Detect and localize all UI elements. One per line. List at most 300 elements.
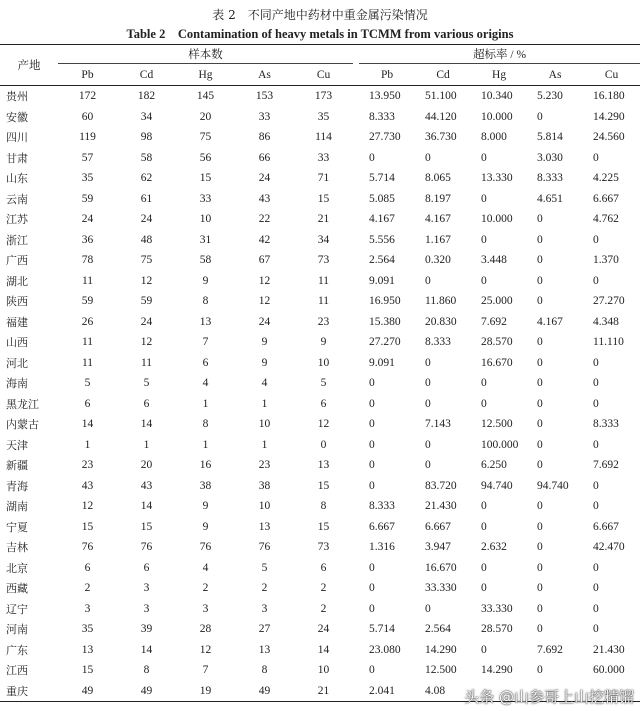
exceed-rate-cell: 5.556 bbox=[369, 233, 395, 246]
exceed-rate-cell: 16.950 bbox=[369, 295, 401, 308]
sample-count-cell: 6 bbox=[320, 561, 327, 574]
exceed-rate-cell: 0 bbox=[425, 274, 431, 287]
sample-count-cell: 7 bbox=[202, 336, 209, 349]
table-title-chinese: 表 2 不同产地中药材中重金属污染情况 bbox=[212, 8, 428, 22]
origin-cell: 黑龙江 bbox=[6, 397, 39, 411]
exceed-rate-cell: 0 bbox=[537, 213, 543, 226]
table-row bbox=[0, 189, 640, 210]
exceed-rate-cell: 0 bbox=[537, 623, 543, 636]
exceed-rate-cell: 20.830 bbox=[425, 315, 457, 328]
exceed-rate-cell: 0 bbox=[593, 233, 599, 246]
sample-count-cell: 145 bbox=[196, 90, 215, 103]
sample-count-cell: 58 bbox=[140, 151, 153, 164]
exceed-rate-cell: 0 bbox=[593, 274, 599, 287]
sample-count-cell: 49 bbox=[58, 681, 117, 702]
sample-count-cell: 75 bbox=[140, 254, 153, 267]
exceed-rate-cell: 0 bbox=[481, 500, 487, 513]
sample-count-cell: 10 bbox=[317, 664, 330, 677]
exceed-rate-cell: 0 bbox=[593, 500, 599, 513]
sample-count-cell: 34 bbox=[317, 233, 330, 246]
table-row bbox=[0, 414, 640, 435]
exceed-rate-cell: 0 bbox=[593, 623, 599, 636]
exceed-rate-cell: 0 bbox=[537, 602, 543, 615]
sample-count-cell: 5 bbox=[143, 377, 150, 390]
exceed-rate-cell: 10.000 bbox=[481, 213, 513, 226]
sample-count-cell: 14 bbox=[140, 418, 153, 431]
sample-count-cell: 16 bbox=[199, 459, 212, 472]
exceed-rate-cell: 0 bbox=[537, 356, 543, 369]
origin-cell: 天津 bbox=[6, 438, 28, 452]
sample-count-cell: 78 bbox=[81, 254, 94, 267]
exceed-rate-cell: 4.762 bbox=[593, 213, 619, 226]
exceed-rate-cell: 28.570 bbox=[481, 623, 513, 636]
sample-count-cell: 23 bbox=[81, 459, 94, 472]
exceed-rate-cell: 0 bbox=[425, 377, 431, 390]
exceed-rate-cell: 51.100 bbox=[425, 90, 457, 103]
sample-count-cell: 15 bbox=[199, 172, 212, 185]
exceed-rate-cell: 0 bbox=[369, 397, 375, 410]
sample-count-cell: 66 bbox=[258, 151, 271, 164]
exceed-rate-cell: 4.08 bbox=[415, 681, 471, 702]
sample-count-cell: 15 bbox=[317, 192, 330, 205]
exceed-rate-cell: 6.667 bbox=[593, 192, 619, 205]
exceed-rate-cell: 5.714 bbox=[369, 172, 395, 185]
exceed-rate-cell: 8.333 bbox=[537, 172, 563, 185]
table-row bbox=[0, 353, 640, 374]
exceed-rate-cell: 7.692 bbox=[537, 643, 563, 656]
sample-count-cell: 0 bbox=[320, 438, 327, 451]
exceed-rate-cell: 16.670 bbox=[481, 356, 513, 369]
exceed-rate-cell: 0 bbox=[425, 151, 431, 164]
exceed-rate-cell: 0 bbox=[537, 254, 543, 267]
sample-count-cell: 48 bbox=[140, 233, 153, 246]
sample-count-cell: 3 bbox=[143, 582, 150, 595]
exceed-rate-cell: 8.065 bbox=[425, 172, 451, 185]
exceed-rate-cell: 3.947 bbox=[425, 541, 451, 554]
origin-cell: 甘肃 bbox=[6, 151, 28, 165]
exceed-rate-cell: 0 bbox=[593, 479, 599, 492]
table-row bbox=[0, 394, 640, 415]
sample-count-cell: 35 bbox=[317, 110, 330, 123]
exceed-rate-cell: 14.290 bbox=[425, 643, 457, 656]
sample-count-cell: 86 bbox=[258, 131, 271, 144]
sample-count-cell: 75 bbox=[199, 131, 212, 144]
sample-count-cell: 11 bbox=[81, 356, 94, 369]
sample-count-cell: 38 bbox=[258, 479, 271, 492]
exceed-rate-cell: 0 bbox=[537, 520, 543, 533]
exceed-rate-cell: 0 bbox=[481, 192, 487, 205]
exceed-rate-cell: 8.333 bbox=[593, 418, 619, 431]
sample-count-cell: 67 bbox=[258, 254, 271, 267]
sample-count-cell: 24 bbox=[140, 213, 153, 226]
exceed-rate-cell: 0 bbox=[481, 520, 487, 533]
origin-cell: 吉林 bbox=[6, 541, 28, 555]
sample-metal-header: Hg bbox=[176, 64, 235, 86]
origin-cell: 贵州 bbox=[6, 90, 28, 104]
sample-count-cell: 8 bbox=[202, 295, 209, 308]
origin-cell: 内蒙古 bbox=[6, 418, 39, 432]
origin-cell: 青海 bbox=[6, 479, 28, 493]
origin-cell: 海南 bbox=[6, 377, 28, 391]
exceed-rate-cell: 36.730 bbox=[425, 131, 457, 144]
exceed-rate-cell: 0 bbox=[537, 500, 543, 513]
exceed-rate-cell: 0 bbox=[537, 336, 543, 349]
exceed-rate-cell: 1.316 bbox=[369, 541, 395, 554]
sample-count-cell: 15 bbox=[81, 520, 94, 533]
sample-count-cell: 10 bbox=[199, 213, 212, 226]
sample-count-cell: 98 bbox=[140, 131, 153, 144]
exceed-rate-cell: 8.197 bbox=[425, 192, 451, 205]
sample-count-cell: 76 bbox=[140, 541, 153, 554]
sample-count-cell: 43 bbox=[140, 479, 153, 492]
exceed-rate-cell: 14.290 bbox=[593, 110, 625, 123]
origin-cell: 福建 bbox=[6, 315, 28, 329]
exceed-rate-cell: 8.333 bbox=[369, 110, 395, 123]
table-row bbox=[0, 127, 640, 148]
table-row bbox=[0, 619, 640, 640]
sample-count-cell: 15 bbox=[81, 664, 94, 677]
origin-cell: 陕西 bbox=[6, 295, 28, 309]
sample-count-header: 样本数 bbox=[58, 45, 353, 64]
exceed-rate-cell: 0 bbox=[369, 377, 375, 390]
exceed-rate-cell: 0 bbox=[369, 438, 375, 451]
sample-count-cell: 33 bbox=[317, 151, 330, 164]
exceed-rate-cell: 0 bbox=[537, 295, 543, 308]
sample-count-cell: 21 bbox=[294, 681, 353, 702]
sample-count-cell: 42 bbox=[258, 233, 271, 246]
sample-count-cell: 12 bbox=[199, 643, 212, 656]
exceed-rate-cell: 2.564 bbox=[369, 254, 395, 267]
exceed-rate-cell: 0 bbox=[593, 356, 599, 369]
exceed-rate-cell: 0 bbox=[537, 418, 543, 431]
heavy-metal-table bbox=[0, 44, 640, 702]
exceed-rate-cell: 100.000 bbox=[481, 438, 519, 451]
sample-count-cell: 12 bbox=[140, 336, 153, 349]
sample-count-cell: 11 bbox=[81, 274, 94, 287]
sample-count-cell: 43 bbox=[81, 479, 94, 492]
sample-count-cell: 20 bbox=[140, 459, 153, 472]
sample-count-cell: 59 bbox=[140, 295, 153, 308]
exceed-rate-cell: 21.430 bbox=[593, 643, 625, 656]
origin-cell: 宁夏 bbox=[6, 520, 28, 534]
sample-count-cell: 2 bbox=[261, 582, 268, 595]
sample-count-cell: 49 bbox=[117, 681, 176, 702]
sample-count-cell: 34 bbox=[140, 110, 153, 123]
sample-count-cell: 24 bbox=[140, 315, 153, 328]
exceed-rate-cell: 0 bbox=[369, 479, 375, 492]
exceed-rate-cell: 0 bbox=[481, 397, 487, 410]
exceed-rate-cell: 16.670 bbox=[425, 561, 457, 574]
origin-cell: 浙江 bbox=[6, 233, 28, 247]
sample-count-cell: 5 bbox=[320, 377, 327, 390]
exceed-rate-cell: 6.667 bbox=[369, 520, 395, 533]
table-row bbox=[0, 660, 640, 681]
origin-cell: 广东 bbox=[6, 643, 28, 657]
sample-count-cell: 153 bbox=[255, 90, 274, 103]
sample-count-cell: 5 bbox=[84, 377, 91, 390]
sample-count-cell: 14 bbox=[140, 643, 153, 656]
origin-cell: 山东 bbox=[6, 172, 28, 186]
exceed-rate-cell: 24.560 bbox=[593, 131, 625, 144]
exceed-rate-cell: 0 bbox=[481, 377, 487, 390]
exceed-rate-cell: 0 bbox=[593, 602, 599, 615]
exceed-rate-cell: 94.740 bbox=[481, 479, 513, 492]
sample-count-cell: 24 bbox=[258, 172, 271, 185]
exceed-rate-cell: 7.143 bbox=[425, 418, 451, 431]
table-row bbox=[0, 435, 640, 456]
exceed-rate-cell: 10.000 bbox=[481, 110, 513, 123]
sample-metal-header: Cd bbox=[117, 64, 176, 86]
exceed-rate-cell: 0 bbox=[537, 664, 543, 677]
exceed-rate-cell: 11.860 bbox=[425, 295, 457, 308]
sample-count-cell: 1 bbox=[202, 397, 209, 410]
exceed-rate-cell: 8.333 bbox=[369, 500, 395, 513]
watermark-text: 头条 @山参哥上山挖精馏 bbox=[464, 688, 634, 706]
sample-count-cell: 173 bbox=[314, 90, 333, 103]
table-row bbox=[0, 476, 640, 497]
exceed-rate-cell: 0 bbox=[537, 233, 543, 246]
sample-count-cell: 15 bbox=[317, 520, 330, 533]
sample-count-cell: 10 bbox=[258, 500, 271, 513]
sample-count-cell: 27 bbox=[258, 623, 271, 636]
sample-count-cell: 36 bbox=[81, 233, 94, 246]
origin-cell: 广西 bbox=[6, 254, 28, 268]
exceed-rate-cell: 5.230 bbox=[537, 90, 563, 103]
rate-metal-header: Cd bbox=[415, 64, 471, 86]
exceed-rate-cell: 1.167 bbox=[425, 233, 451, 246]
exceed-rate-cell: 0 bbox=[481, 151, 487, 164]
table-row bbox=[0, 148, 640, 169]
sample-count-cell: 58 bbox=[199, 254, 212, 267]
exceed-rate-cell: 0 bbox=[369, 664, 375, 677]
sample-count-cell: 7 bbox=[202, 664, 209, 677]
sample-count-cell: 11 bbox=[140, 356, 153, 369]
sample-count-cell: 9 bbox=[202, 500, 209, 513]
sample-count-cell: 6 bbox=[84, 397, 91, 410]
exceed-rate-header: 超标率 / % bbox=[359, 45, 640, 64]
sample-count-cell: 4 bbox=[202, 377, 209, 390]
sample-count-cell: 12 bbox=[81, 500, 94, 513]
table-row bbox=[0, 312, 640, 333]
sample-count-cell: 12 bbox=[317, 418, 330, 431]
sample-count-cell: 22 bbox=[258, 213, 271, 226]
sample-count-cell: 35 bbox=[81, 172, 94, 185]
exceed-rate-cell: 27.270 bbox=[593, 295, 625, 308]
sample-count-cell: 60 bbox=[81, 110, 94, 123]
table-row bbox=[0, 250, 640, 271]
exceed-rate-cell: 12.500 bbox=[481, 418, 513, 431]
exceed-rate-cell: 0 bbox=[425, 438, 431, 451]
exceed-rate-cell: 0 bbox=[481, 643, 487, 656]
sample-count-cell: 56 bbox=[199, 151, 212, 164]
sample-count-cell: 9 bbox=[261, 356, 268, 369]
table-row bbox=[0, 209, 640, 230]
exceed-rate-cell: 4.167 bbox=[537, 315, 563, 328]
exceed-rate-cell: 12.500 bbox=[425, 664, 457, 677]
exceed-rate-cell: 4.167 bbox=[425, 213, 451, 226]
sample-count-cell: 4 bbox=[202, 561, 209, 574]
origin-cell: 湖北 bbox=[6, 274, 28, 288]
sample-count-cell: 62 bbox=[140, 172, 153, 185]
sample-count-cell: 12 bbox=[258, 295, 271, 308]
exceed-rate-cell: 94.740 bbox=[537, 479, 569, 492]
exceed-rate-cell: 0 bbox=[425, 356, 431, 369]
sample-count-cell: 28 bbox=[199, 623, 212, 636]
sample-count-cell: 73 bbox=[317, 541, 330, 554]
exceed-rate-cell: 25.000 bbox=[481, 295, 513, 308]
table-row bbox=[0, 599, 640, 620]
sample-count-cell: 6 bbox=[143, 561, 150, 574]
exceed-rate-cell: 0 bbox=[481, 274, 487, 287]
sample-count-cell: 76 bbox=[81, 541, 94, 554]
exceed-rate-cell: 8.000 bbox=[481, 131, 507, 144]
origin-cell: 山西 bbox=[6, 336, 28, 350]
exceed-rate-cell: 0 bbox=[537, 541, 543, 554]
exceed-rate-cell: 2.632 bbox=[481, 541, 507, 554]
exceed-rate-cell: 0 bbox=[537, 561, 543, 574]
exceed-rate-cell: 0 bbox=[537, 397, 543, 410]
exceed-rate-cell: 0 bbox=[537, 377, 543, 390]
sample-count-cell: 1 bbox=[261, 438, 268, 451]
sample-count-cell: 1 bbox=[84, 438, 91, 451]
sample-count-cell: 6 bbox=[84, 561, 91, 574]
origin-cell: 辽宁 bbox=[6, 602, 28, 616]
exceed-rate-cell: 0 bbox=[537, 274, 543, 287]
table-row bbox=[0, 537, 640, 558]
table-row bbox=[0, 558, 640, 579]
sample-count-cell: 14 bbox=[81, 418, 94, 431]
origin-cell: 云南 bbox=[6, 192, 28, 206]
sample-count-cell: 11 bbox=[317, 295, 330, 308]
sample-count-cell: 8 bbox=[320, 500, 327, 513]
origin-cell: 江西 bbox=[6, 664, 28, 678]
sample-count-cell: 14 bbox=[140, 500, 153, 513]
sample-count-cell: 57 bbox=[81, 151, 94, 164]
sample-count-cell: 6 bbox=[320, 397, 327, 410]
sample-count-cell: 49 bbox=[235, 681, 294, 702]
exceed-rate-cell: 8.333 bbox=[425, 336, 451, 349]
exceed-rate-cell: 0 bbox=[369, 418, 375, 431]
origin-header: 产地 bbox=[0, 45, 58, 86]
exceed-rate-cell: 0 bbox=[369, 582, 375, 595]
exceed-rate-cell: 0 bbox=[425, 459, 431, 472]
sample-count-cell: 11 bbox=[81, 336, 94, 349]
exceed-rate-cell: 0 bbox=[425, 602, 431, 615]
exceed-rate-cell: 33.330 bbox=[425, 582, 457, 595]
rate-metal-header: Pb bbox=[359, 64, 415, 86]
exceed-rate-cell: 0 bbox=[593, 561, 599, 574]
sample-count-cell: 33 bbox=[258, 110, 271, 123]
exceed-rate-cell: 0 bbox=[537, 110, 543, 123]
exceed-rate-cell: 0 bbox=[481, 561, 487, 574]
rate-metal-header: As bbox=[527, 64, 583, 86]
sample-count-cell: 2 bbox=[84, 582, 91, 595]
sample-count-cell: 76 bbox=[199, 541, 212, 554]
sample-count-cell: 2 bbox=[202, 582, 209, 595]
exceed-rate-cell: 0 bbox=[369, 561, 375, 574]
sample-count-cell: 12 bbox=[258, 274, 271, 287]
sample-count-cell: 73 bbox=[317, 254, 330, 267]
exceed-rate-cell: 5.085 bbox=[369, 192, 395, 205]
sample-count-cell: 33 bbox=[199, 192, 212, 205]
exceed-rate-cell: 0 bbox=[593, 397, 599, 410]
exceed-rate-cell: 0 bbox=[537, 438, 543, 451]
exceed-rate-cell: 0 bbox=[425, 397, 431, 410]
exceed-rate-cell: 0 bbox=[369, 459, 375, 472]
sample-count-cell: 9 bbox=[320, 336, 327, 349]
sample-count-cell: 19 bbox=[176, 681, 235, 702]
exceed-rate-cell: 42.470 bbox=[593, 541, 625, 554]
sample-count-cell: 13 bbox=[81, 643, 94, 656]
exceed-rate-cell: 6.667 bbox=[425, 520, 451, 533]
table-row bbox=[0, 86, 640, 107]
exceed-rate-cell: 4.651 bbox=[537, 192, 563, 205]
exceed-rate-cell: 4.348 bbox=[593, 315, 619, 328]
exceed-rate-cell: 0 bbox=[481, 582, 487, 595]
table-row bbox=[0, 168, 640, 189]
exceed-rate-cell: 27.730 bbox=[369, 131, 401, 144]
exceed-rate-cell: 27.270 bbox=[369, 336, 401, 349]
sample-count-cell: 4 bbox=[261, 377, 268, 390]
exceed-rate-cell: 21.430 bbox=[425, 500, 457, 513]
exceed-rate-cell: 0 bbox=[593, 151, 599, 164]
sample-count-cell: 9 bbox=[202, 520, 209, 533]
sample-count-cell: 3 bbox=[261, 602, 268, 615]
sample-count-cell: 26 bbox=[81, 315, 94, 328]
rate-metal-header: Hg bbox=[471, 64, 527, 86]
exceed-rate-cell: 0.320 bbox=[425, 254, 451, 267]
exceed-rate-cell: 0 bbox=[481, 233, 487, 246]
sample-count-cell: 13 bbox=[317, 459, 330, 472]
sample-count-cell: 31 bbox=[199, 233, 212, 246]
sample-count-cell: 13 bbox=[258, 643, 271, 656]
sample-count-cell: 35 bbox=[81, 623, 94, 636]
exceed-rate-cell: 9.091 bbox=[369, 274, 395, 287]
origin-cell: 河南 bbox=[6, 623, 28, 637]
sample-count-cell: 8 bbox=[261, 664, 268, 677]
origin-cell: 湖南 bbox=[6, 500, 28, 514]
table-row bbox=[0, 107, 640, 128]
sample-count-cell: 8 bbox=[202, 418, 209, 431]
exceed-rate-cell: 23.080 bbox=[369, 643, 401, 656]
sample-count-cell: 24 bbox=[81, 213, 94, 226]
exceed-rate-cell: 44.120 bbox=[425, 110, 457, 123]
sample-count-cell: 119 bbox=[79, 131, 96, 144]
table-row bbox=[0, 230, 640, 251]
origin-cell: 江苏 bbox=[6, 213, 28, 227]
table-row bbox=[0, 496, 640, 517]
sample-count-cell: 23 bbox=[317, 315, 330, 328]
sample-count-cell: 3 bbox=[84, 602, 91, 615]
exceed-rate-cell: 15.380 bbox=[369, 315, 401, 328]
exceed-rate-cell: 3.448 bbox=[481, 254, 507, 267]
sample-count-cell: 21 bbox=[317, 213, 330, 226]
sample-count-cell: 1 bbox=[143, 438, 150, 451]
exceed-rate-cell: 0 bbox=[537, 459, 543, 472]
exceed-rate-cell: 4.225 bbox=[593, 172, 619, 185]
sample-count-cell: 2 bbox=[320, 602, 327, 615]
exceed-rate-cell: 33.330 bbox=[481, 602, 513, 615]
sample-count-cell: 10 bbox=[317, 356, 330, 369]
sample-count-cell: 12 bbox=[140, 274, 153, 287]
exceed-rate-cell: 1.370 bbox=[593, 254, 619, 267]
sample-count-cell: 11 bbox=[317, 274, 330, 287]
exceed-rate-cell: 0 bbox=[593, 582, 599, 595]
sample-count-cell: 114 bbox=[315, 131, 332, 144]
sample-count-cell: 14 bbox=[317, 643, 330, 656]
table-row bbox=[0, 455, 640, 476]
sample-count-cell: 1 bbox=[202, 438, 209, 451]
